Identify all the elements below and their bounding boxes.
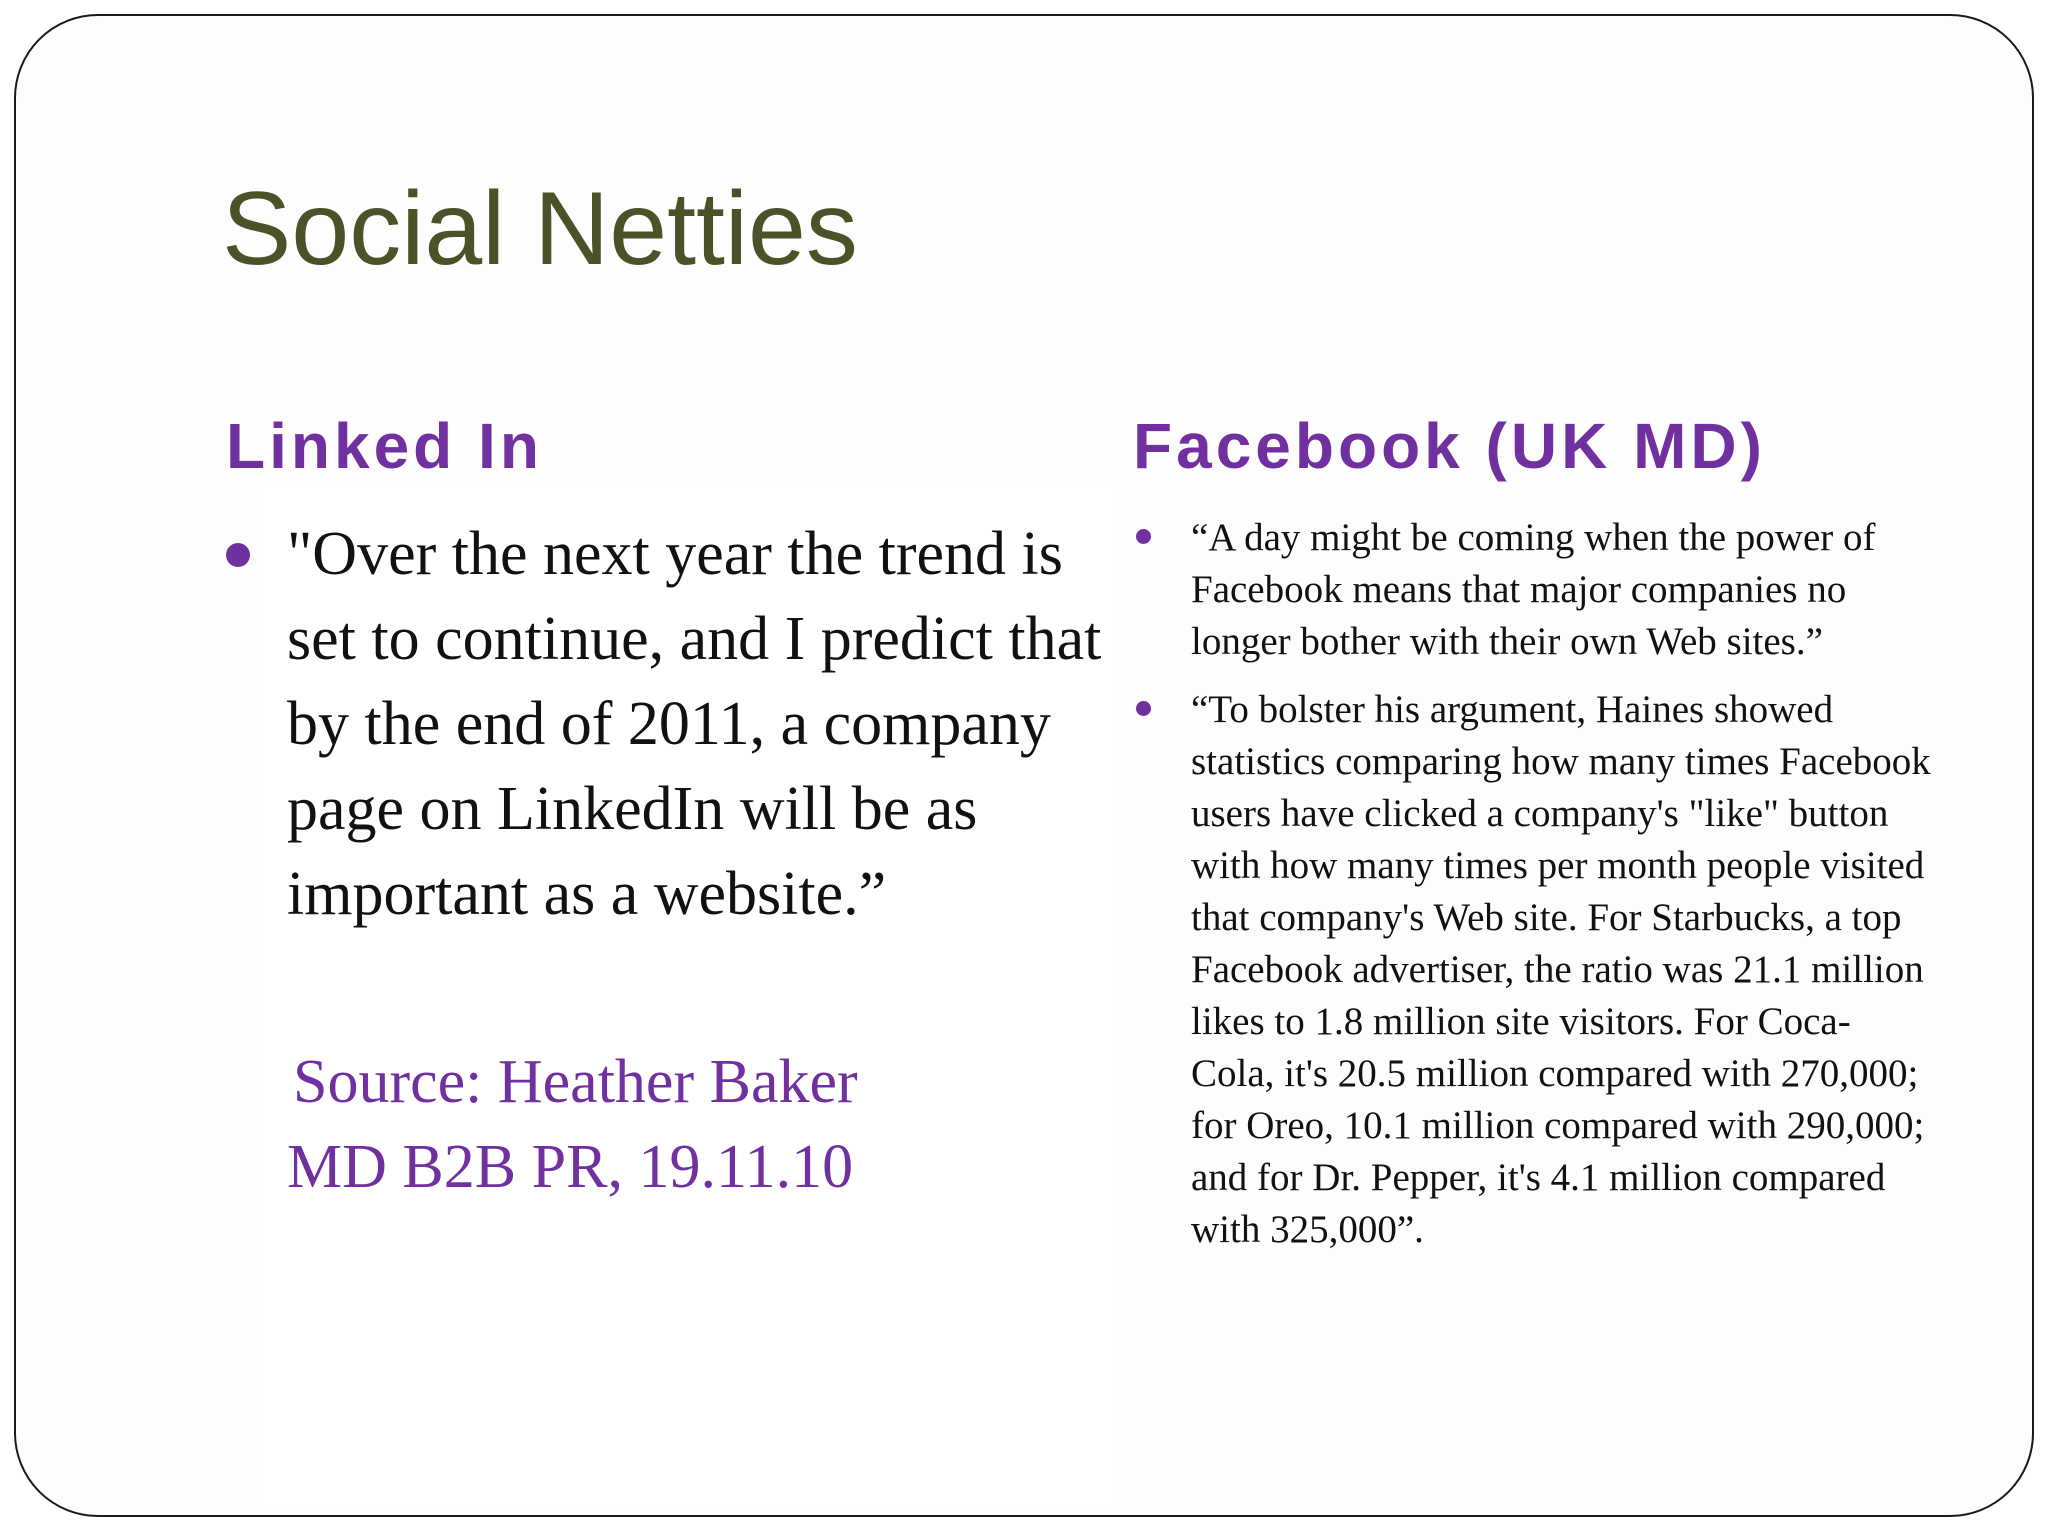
facebook-heading: Facebook (UK MD) <box>1133 410 1766 482</box>
linkedin-heading: Linked In <box>226 410 543 482</box>
facebook-quote-2: “To bolster his argument, Haines showed statistics comparing how many times Facebook users have clicked a company's "like" button with how many times per month people visited that company's Web site. For Starbucks, a top Facebook advertiser, the ratio was 21.1 million likes to 1.8 million site visitors. For Coca-Cola, it's 20.5 million compared with 270,000; for Oreo, 10.1 million compared with 290,000; and for Dr. Pepper, it's 4.1 million compared with 325,000”. <box>1191 688 1931 1251</box>
source-affiliation-date: MD B2B PR, 19.11.10 <box>287 1133 854 1201</box>
linkedin-quote: "Over the next year the trend is set to continue, and I predict that by the end of 2011, a company page on LinkedIn will be as important as a website.” <box>287 520 1102 928</box>
list-item <box>1133 684 1933 1256</box>
linkedin-source <box>287 1040 1107 1210</box>
bullet-dot-icon <box>226 543 250 567</box>
list-item <box>1133 512 1933 668</box>
facebook-bullet-list <box>1133 512 1933 1272</box>
slide-title: Social Netties <box>222 171 858 287</box>
source-attribution: Source: Heather Baker <box>293 1048 858 1116</box>
bullet-dot-icon <box>1136 529 1151 544</box>
bullet-dot-icon <box>1136 701 1151 716</box>
facebook-quote-1: “A day might be coming when the power of Facebook means that major companies no longer bother with their own Web sites.” <box>1191 516 1876 663</box>
